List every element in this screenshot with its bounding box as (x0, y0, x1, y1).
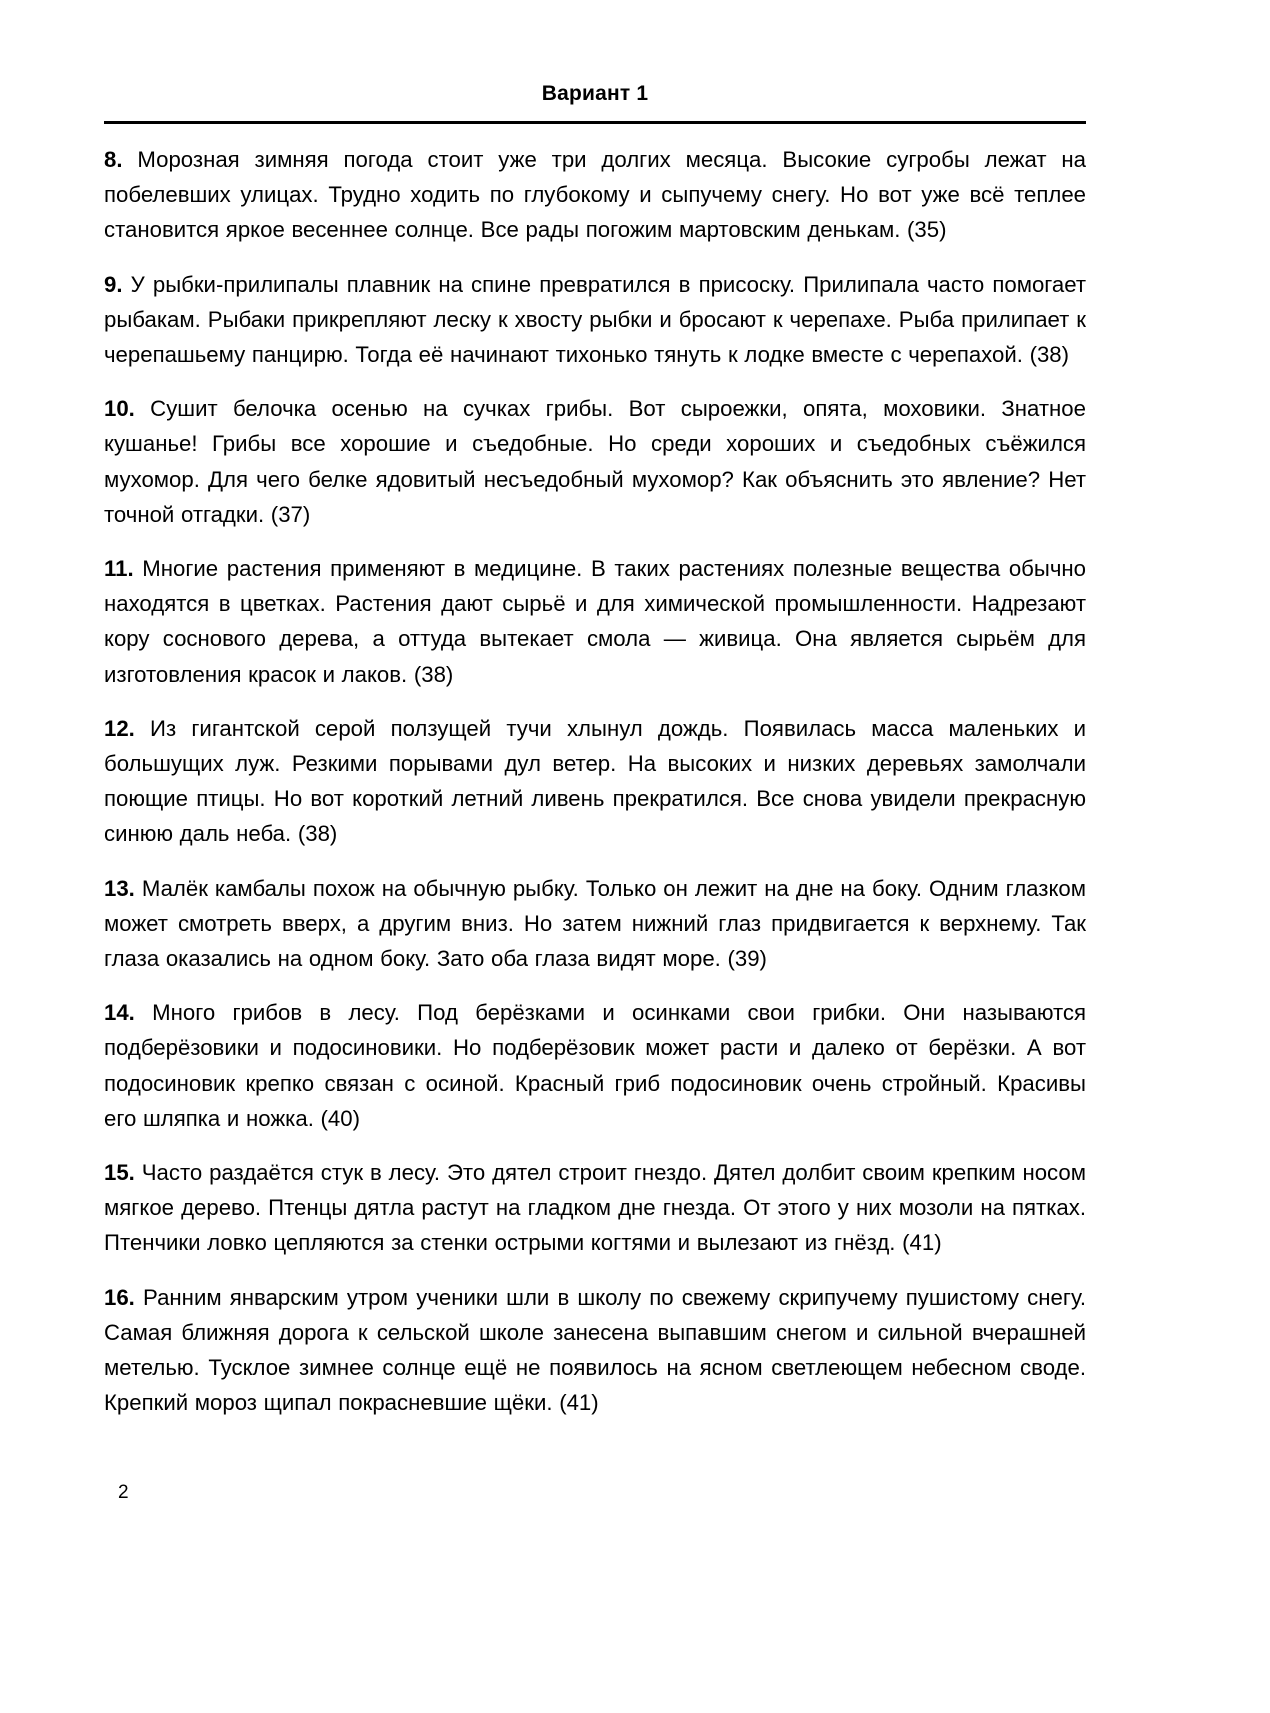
exercise-item (104, 711, 1086, 852)
exercise-text: Из гигантской серой ползущей тучи хлынул дождь. Появилась масса маленьких и большущих луж. Резкими порывами дул ветер. На высоких и низких деревьях замолчали поющие птицы. Но вот короткий летний ливень прекратился. Все снова увидели прекрасную синюю даль неба. (38) (104, 715, 1087, 847)
exercise-list (104, 142, 1086, 1421)
exercise-text: Многие растения применяют в медицине. В таких растениях полезные вещества обычно находятся в цветках. Растения дают сырьё и для химической промышленности. Надрезают кору соснового дерева, а оттуда вытекает смола — живица. Она является сырьём для изготовления красок и лаков. (38) (104, 556, 1086, 687)
exercise-number: 13. (104, 875, 135, 901)
exercise-number: 14. (104, 1000, 135, 1026)
exercise-number: 10. (104, 396, 135, 422)
exercise-text: Много грибов в лесу. Под берёзками и осинками свои грибки. Они называются подберёзовики и подосиновики. Но подберёзовик может расти и далеко от берёзки. А вот подосиновик крепко связан с осиной. Красный гриб подосиновик очень стройный. Красивы его шляпка и ножка. (40) (104, 1000, 1086, 1131)
exercise-text: Морозная зимняя погода стоит уже три долгих месяца. Высокие сугробы лежат на побелевших улицах. Трудно ходить по глубокому и сыпучему снегу. Но вот уже всё теплее становится яркое весеннее солнце. Все рады погожим мартовским денькам. (35) (104, 147, 1086, 243)
page-header-title: Вариант 1 (541, 82, 649, 105)
exercise-number: 15. (104, 1160, 135, 1186)
exercise-text: Ранним январским утром ученики шли в школу по свежему скрипучему пушистому снегу. Самая ближняя дорога к сельской школе занесена выпавшим снегом и сильной вчерашней метелью. Тусклое зимнее солнце ещё не появилось на ясном светлеющем небесном своде. Крепкий мороз щипал покрасневшие щёки. (41) (104, 1284, 1087, 1416)
exercise-item (104, 391, 1086, 532)
exercise-item (104, 1155, 1086, 1261)
exercise-number: 8. (104, 147, 123, 172)
exercise-number: 16. (104, 1284, 135, 1310)
page-number: 2 (118, 1482, 129, 1503)
exercise-item (104, 1280, 1086, 1421)
header-divider-rule (104, 121, 1086, 124)
exercise-number: 11. (104, 556, 134, 582)
exercise-item (104, 995, 1086, 1136)
exercise-text: Сушит белочка осенью на сучках грибы. Вот сыроежки, опята, моховики. Знатное кушанье! Грибы все хорошие и съедобные. Но среди хороших и съедобных съёжился мухомор. Для чего белке ядовитый несъедобный мухомор? Как объяснить это явление? Нет точной отгадки. (37) (104, 396, 1086, 527)
exercise-text: У рыбки-прилипалы плавник на спине превратился в присоску. Прилипала часто помогает рыбакам. Рыбаки прикрепляют леску к хвосту рыбки и бросают к черепахе. Рыба прилипает к черепашьему панцирю. Тогда её начинают тихонько тянуть к лодке вместе с черепахой. (38) (104, 271, 1086, 368)
exercise-item (104, 267, 1086, 373)
exercise-item (104, 551, 1086, 692)
exercise-number: 9. (104, 271, 123, 297)
exercise-text: Малёк камбалы похож на обычную рыбку. Только он лежит на дне на боку. Одним глазком может смотреть вверх, а другим вниз. Но затем нижний глаз придвигается к верхнему. Так глаза оказались на одном боку. Зато оба глаза видят море. (39) (104, 875, 1086, 972)
exercise-number: 12. (104, 715, 135, 741)
exercise-item (104, 142, 1086, 248)
exercise-text: Часто раздаётся стук в лесу. Это дятел строит гнездо. Дятел долбит своим крепким носом мягкое дерево. Птенцы дятла растут на гладком дне гнезда. От этого у них мозоли на пятках. Птенчики ловко цепляются за стенки острыми когтями и вылезают из гнёзд. (41) (104, 1160, 1086, 1256)
exercise-item (104, 871, 1086, 977)
